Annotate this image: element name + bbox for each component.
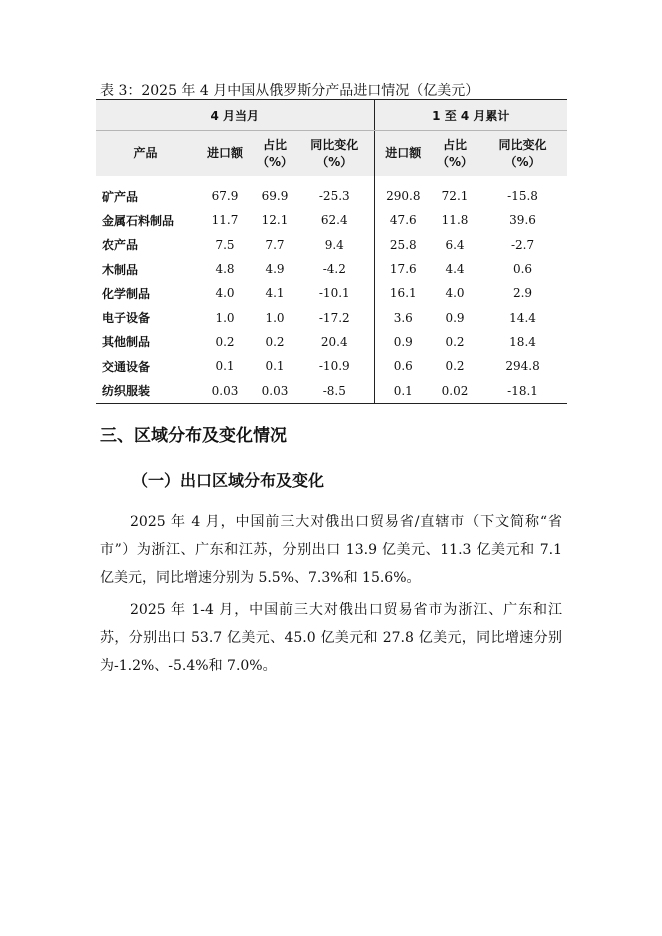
cell-cum-share: 11.8 (441, 213, 469, 228)
cell-month-import: 0.03 (195, 378, 255, 403)
cell-month-share: 12.1 (261, 213, 289, 228)
group-cumulative: 1 至 4 月累计 (374, 100, 567, 131)
cell-month-share: 1.0 (265, 310, 285, 325)
cell-month-share: 7.7 (265, 237, 285, 252)
import-by-product-table (96, 99, 567, 404)
cell-cum-yoy: 294.8 (505, 359, 540, 374)
col-header-import-cum: 进口额 (374, 131, 432, 177)
cell-cum-yoy: 39.6 (509, 213, 536, 228)
cell-month-share: 0.03 (255, 378, 295, 403)
col-header-yoy-cum: 同比变化 （%） (478, 131, 567, 177)
table-row (96, 233, 567, 257)
cell-cum-yoy: -15.8 (507, 189, 538, 204)
table-row (96, 184, 567, 208)
cell-product: 矿产品 (102, 189, 139, 204)
cell-cum-share: 0.2 (445, 334, 465, 349)
cell-cum-yoy: 0.6 (512, 262, 533, 277)
cell-cum-import: 25.8 (389, 237, 417, 252)
paragraph-april: 2025 年 4 月，中国前三大对俄出口贸易省/直辖市（下文简称“省市”）为浙江、广东和江苏，分别出口 13.9 亿美元、11.3 亿美元和 7.1 亿美元，同比增速分别为 5.5%、7.3%和 15.6%。 (100, 514, 562, 586)
cell-product: 电子设备 (102, 311, 151, 326)
table-row (96, 378, 567, 403)
cell-product: 化学制品 (102, 286, 151, 301)
cell-month-yoy: -10.9 (295, 354, 374, 378)
cell-cum-yoy: -18.1 (478, 378, 567, 403)
cell-cum-import: 3.6 (393, 310, 413, 325)
cell-month-share: 0.2 (265, 334, 285, 349)
cell-cum-yoy: 14.4 (509, 310, 536, 325)
table-group-header-row (96, 100, 567, 131)
cell-product: 金属石料制品 (102, 213, 175, 228)
cell-cum-import: 17.6 (389, 262, 417, 277)
cell-cum-yoy: 2.9 (512, 286, 533, 301)
col-header-product: 产品 (96, 131, 195, 177)
cell-month-import: 11.7 (211, 213, 239, 228)
cell-cum-yoy: -2.7 (510, 237, 535, 252)
cell-cum-yoy: 18.4 (509, 334, 536, 349)
cell-product: 交通设备 (102, 359, 151, 374)
cell-month-yoy: -4.2 (295, 257, 374, 281)
cell-product: 纺织服装 (96, 378, 195, 403)
cell-cum-share: 72.1 (441, 189, 469, 204)
cell-month-share: 69.9 (261, 189, 289, 204)
cell-cum-share: 4.0 (445, 286, 465, 301)
cell-month-import: 0.1 (215, 359, 235, 374)
cell-cum-import: 290.8 (386, 189, 421, 204)
table-row (96, 281, 567, 305)
table-row (96, 330, 567, 354)
cell-month-yoy: -17.2 (295, 305, 374, 329)
col-header-share: 占比 （%） (255, 131, 295, 177)
paragraph-jan-apr: 2025 年 1-4 月，中国前三大对俄出口贸易省市为浙江、广东和江苏，分别出口 53.7 亿美元、45.0 亿美元和 27.8 亿美元，同比增速分别为-1.2%、-5.4%和 7.0%。 (100, 602, 562, 674)
cell-cum-share: 0.9 (445, 310, 465, 325)
cell-cum-import: 0.9 (393, 334, 413, 349)
col-header-import: 进口额 (195, 131, 255, 177)
cell-month-import: 67.9 (211, 189, 239, 204)
cell-month-yoy: -10.1 (295, 281, 374, 305)
col-header-share-cum: 占比 （%） (432, 131, 478, 177)
table-row (96, 208, 567, 232)
cell-month-import: 0.2 (215, 334, 235, 349)
cell-month-yoy: 20.4 (295, 330, 374, 354)
cell-month-import: 4.8 (215, 262, 235, 277)
table-row (96, 305, 567, 329)
cell-product: 其他制品 (102, 335, 151, 350)
cell-product: 农产品 (102, 238, 139, 253)
table-row (96, 354, 567, 378)
table-row (96, 257, 567, 281)
cell-month-share: 4.9 (265, 262, 285, 277)
table-caption: 表 3：2025 年 4 月中国从俄罗斯分产品进口情况（亿美元） (100, 83, 480, 99)
cell-month-yoy: 62.4 (295, 208, 374, 232)
section-title: 三、区域分布及变化情况 (100, 426, 287, 446)
col-header-yoy: 同比变化 （%） (295, 131, 374, 177)
cell-month-yoy: -25.3 (295, 184, 374, 208)
cell-month-import: 4.0 (215, 286, 235, 301)
cell-month-share: 4.1 (265, 286, 285, 301)
cell-cum-share: 0.2 (445, 359, 465, 374)
cell-cum-share: 6.4 (445, 237, 465, 252)
cell-cum-import: 47.6 (389, 213, 417, 228)
cell-month-import: 7.5 (215, 237, 235, 252)
cell-month-import: 1.0 (215, 310, 235, 325)
cell-cum-import: 0.6 (393, 359, 413, 374)
cell-month-yoy: -8.5 (295, 378, 374, 403)
group-current-month: 4 月当月 (96, 100, 374, 131)
cell-month-share: 0.1 (265, 359, 285, 374)
cell-cum-share: 4.4 (445, 262, 465, 277)
cell-cum-share: 0.02 (432, 378, 478, 403)
table-column-header-row (96, 131, 567, 177)
cell-cum-import: 16.1 (389, 286, 417, 301)
cell-product: 木制品 (102, 262, 139, 277)
cell-month-yoy: 9.4 (295, 233, 374, 257)
cell-cum-import: 0.1 (374, 378, 432, 403)
subsection-title: （一）出口区域分布及变化 (132, 471, 325, 490)
